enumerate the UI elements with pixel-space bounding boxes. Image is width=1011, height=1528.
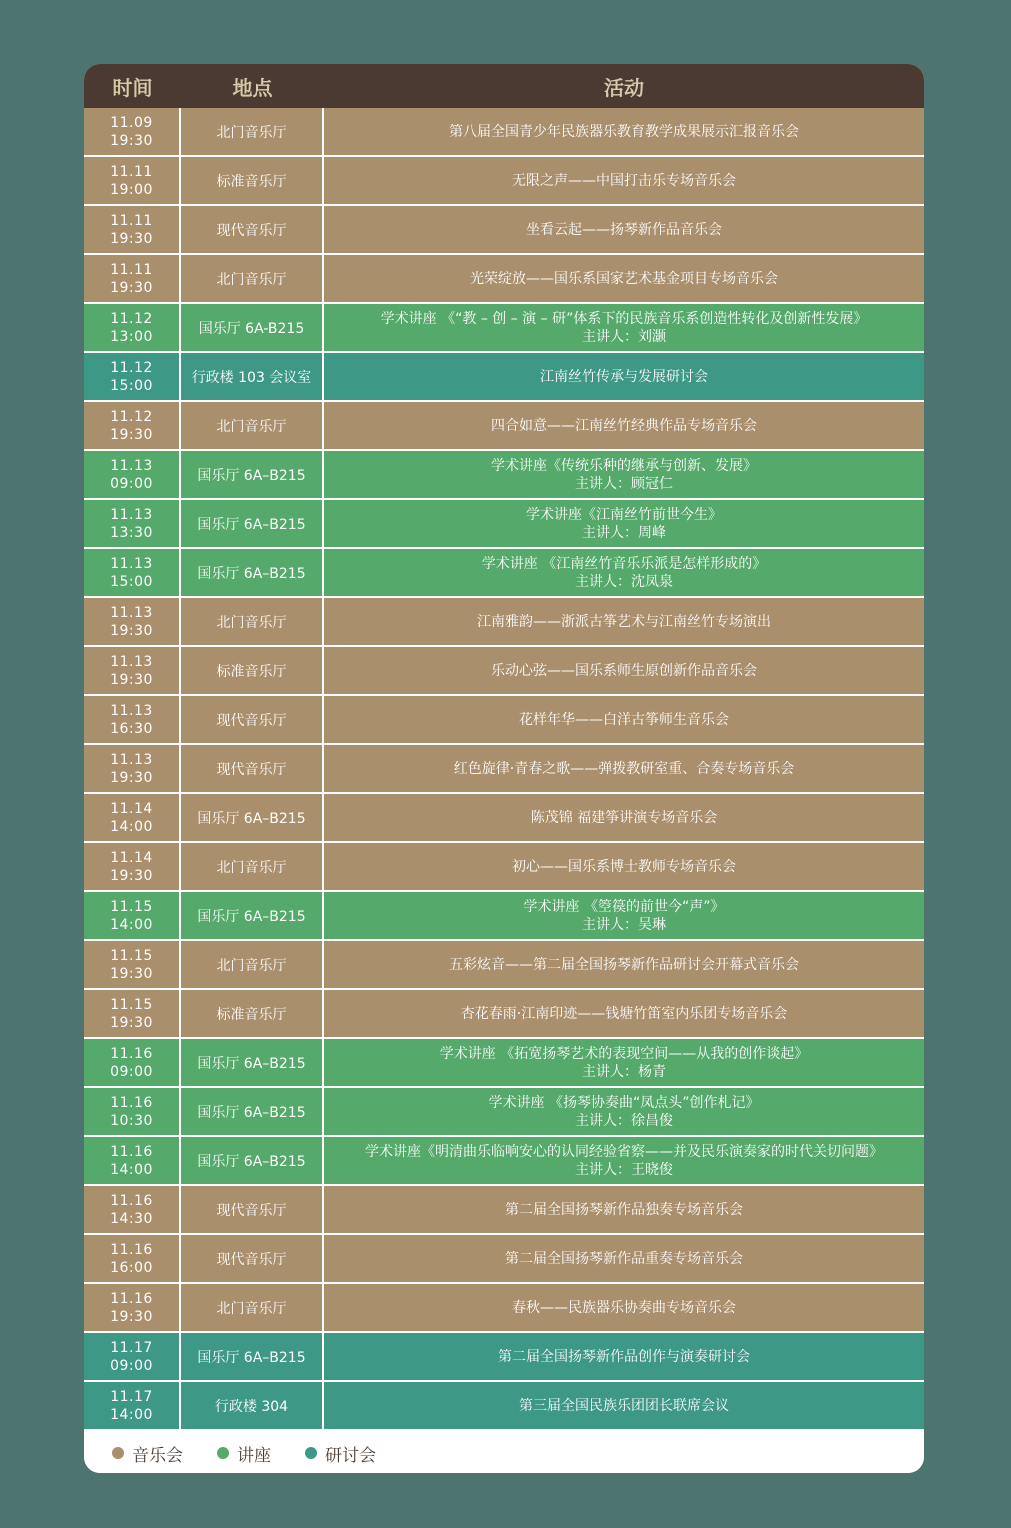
place-cell: 国乐厅 6A–B215 xyxy=(181,1137,324,1184)
time-cell xyxy=(84,941,181,988)
legend-dot-icon xyxy=(112,1447,124,1459)
time-cell xyxy=(84,451,181,498)
event-title: 第二届全国扬琴新作品创作与演奏研讨会 xyxy=(498,1348,750,1365)
event-cell xyxy=(324,402,924,449)
date-text: 11.16 xyxy=(110,1241,153,1258)
event-title: 学术讲座 《“教 – 创 – 演 – 研”体系下的民族音乐系创造性转化及创新性发展》 xyxy=(380,310,868,327)
event-speaker: 主讲人：顾冠仁 xyxy=(575,475,673,492)
event-title: 无限之声——中国打击乐专场音乐会 xyxy=(512,172,736,189)
place-cell: 现代音乐厅 xyxy=(181,1186,324,1233)
event-title: 学术讲座《江南丝竹前世今生》 xyxy=(526,506,722,523)
event-cell xyxy=(324,696,924,743)
event-title: 第二届全国扬琴新作品重奏专场音乐会 xyxy=(505,1250,743,1267)
time-text: 19:30 xyxy=(110,1014,153,1031)
time-text: 19:30 xyxy=(110,132,153,149)
time-cell xyxy=(84,353,181,400)
event-cell xyxy=(324,255,924,302)
date-text: 11.13 xyxy=(110,751,153,768)
event-cell xyxy=(324,598,924,645)
header-event: 活动 xyxy=(604,75,644,100)
time-cell xyxy=(84,1186,181,1233)
place-cell: 北门音乐厅 xyxy=(181,402,324,449)
header-time: 时间 xyxy=(112,75,153,100)
place-cell: 标准音乐厅 xyxy=(181,647,324,694)
table-row xyxy=(84,1088,924,1137)
place-cell: 现代音乐厅 xyxy=(181,1235,324,1282)
table-row xyxy=(84,941,924,990)
table-row xyxy=(84,745,924,794)
time-text: 13:30 xyxy=(110,524,153,541)
time-text: 19:00 xyxy=(110,181,153,198)
event-speaker: 主讲人：王晓俊 xyxy=(575,1161,673,1178)
event-cell xyxy=(324,1333,924,1380)
place-cell: 国乐厅 6A-B215 xyxy=(181,304,324,351)
event-title: 江南雅韵——浙派古筝艺术与江南丝竹专场演出 xyxy=(477,613,771,630)
table-row xyxy=(84,402,924,451)
date-text: 11.17 xyxy=(110,1339,153,1356)
event-title: 学术讲座《明清曲乐临响安心的认同经验省察——并及民乐演奏家的时代关切问题》 xyxy=(365,1143,883,1160)
time-cell xyxy=(84,745,181,792)
table-row xyxy=(84,1137,924,1186)
event-title: 四合如意——江南丝竹经典作品专场音乐会 xyxy=(491,417,757,434)
place-cell: 国乐厅 6A–B215 xyxy=(181,1088,324,1135)
event-title: 学术讲座 《扬琴协奏曲“凤点头”创作札记》 xyxy=(488,1094,760,1111)
event-title: 杏花春雨·江南印迹——钱塘竹笛室内乐团专场音乐会 xyxy=(460,1005,788,1022)
table-row xyxy=(84,1284,924,1333)
time-cell xyxy=(84,990,181,1037)
legend-label: 研讨会 xyxy=(325,1445,376,1466)
date-text: 11.12 xyxy=(110,408,153,425)
event-title: 乐动心弦——国乐系师生原创新作品音乐会 xyxy=(491,662,757,679)
event-cell xyxy=(324,206,924,253)
legend-dot-icon xyxy=(305,1447,317,1459)
event-title: 光荣绽放——国乐系国家艺术基金项目专场音乐会 xyxy=(470,270,778,287)
date-text: 11.16 xyxy=(110,1143,153,1160)
table-row xyxy=(84,990,924,1039)
table-row xyxy=(84,794,924,843)
time-text: 19:30 xyxy=(110,671,153,688)
table-row xyxy=(84,1235,924,1284)
date-text: 11.12 xyxy=(110,310,153,327)
time-cell xyxy=(84,1039,181,1086)
event-title: 坐看云起——扬琴新作品音乐会 xyxy=(526,221,722,238)
table-row xyxy=(84,598,924,647)
date-text: 11.12 xyxy=(110,359,153,376)
event-cell xyxy=(324,1039,924,1086)
table-row xyxy=(84,647,924,696)
time-text: 14:00 xyxy=(110,1406,153,1423)
event-cell xyxy=(324,304,924,351)
legend-item-lecture xyxy=(217,1441,271,1466)
date-text: 11.11 xyxy=(110,163,153,180)
legend-item-concert xyxy=(112,1441,183,1466)
place-cell: 北门音乐厅 xyxy=(181,941,324,988)
place-cell: 北门音乐厅 xyxy=(181,255,324,302)
time-cell xyxy=(84,843,181,890)
event-speaker: 主讲人：沈凤泉 xyxy=(575,573,673,590)
table-row xyxy=(84,255,924,304)
place-cell: 国乐厅 6A–B215 xyxy=(181,794,324,841)
event-title: 第八届全国青少年民族器乐教育教学成果展示汇报音乐会 xyxy=(449,123,799,140)
place-cell: 国乐厅 6A–B215 xyxy=(181,451,324,498)
time-text: 19:30 xyxy=(110,867,153,884)
event-title: 五彩炫音——第二届全国扬琴新作品研讨会开幕式音乐会 xyxy=(449,956,799,973)
place-cell: 标准音乐厅 xyxy=(181,990,324,1037)
schedule-card xyxy=(84,64,924,1473)
event-cell xyxy=(324,843,924,890)
event-cell xyxy=(324,1235,924,1282)
event-cell xyxy=(324,941,924,988)
table-row xyxy=(84,206,924,255)
time-cell xyxy=(84,647,181,694)
date-text: 11.13 xyxy=(110,653,153,670)
event-cell xyxy=(324,451,924,498)
time-cell xyxy=(84,1333,181,1380)
place-cell: 北门音乐厅 xyxy=(181,1284,324,1331)
date-text: 11.13 xyxy=(110,506,153,523)
place-cell: 国乐厅 6A–B215 xyxy=(181,1333,324,1380)
event-title: 初心——国乐系博士教师专场音乐会 xyxy=(512,858,736,875)
event-cell xyxy=(324,549,924,596)
time-cell xyxy=(84,892,181,939)
event-speaker: 主讲人：周峰 xyxy=(582,524,666,541)
time-text: 19:30 xyxy=(110,279,153,296)
time-text: 15:00 xyxy=(110,573,153,590)
event-cell xyxy=(324,794,924,841)
time-text: 09:00 xyxy=(110,475,153,492)
time-text: 19:30 xyxy=(110,769,153,786)
place-cell: 北门音乐厅 xyxy=(181,598,324,645)
legend-dot-icon xyxy=(217,1447,229,1459)
time-text: 14:00 xyxy=(110,1161,153,1178)
date-text: 11.15 xyxy=(110,898,153,915)
time-cell xyxy=(84,402,181,449)
event-cell xyxy=(324,1088,924,1135)
time-text: 19:30 xyxy=(110,1308,153,1325)
date-text: 11.13 xyxy=(110,604,153,621)
date-text: 11.16 xyxy=(110,1192,153,1209)
header-place: 地点 xyxy=(232,75,273,100)
time-text: 19:30 xyxy=(110,426,153,443)
date-text: 11.16 xyxy=(110,1290,153,1307)
time-text: 19:30 xyxy=(110,230,153,247)
time-text: 13:00 xyxy=(110,328,153,345)
time-text: 09:00 xyxy=(110,1357,153,1374)
event-cell xyxy=(324,647,924,694)
date-text: 11.16 xyxy=(110,1045,153,1062)
date-text: 11.15 xyxy=(110,996,153,1013)
time-cell xyxy=(84,108,181,155)
event-title: 江南丝竹传承与发展研讨会 xyxy=(540,368,708,385)
table-row xyxy=(84,892,924,941)
time-cell xyxy=(84,1137,181,1184)
time-text: 14:30 xyxy=(110,1210,153,1227)
place-cell: 国乐厅 6A–B215 xyxy=(181,500,324,547)
table-row xyxy=(84,843,924,892)
date-text: 11.13 xyxy=(110,457,153,474)
event-title: 花样年华——白洋古筝师生音乐会 xyxy=(519,711,729,728)
event-title: 学术讲座 《拓宽扬琴艺术的表现空间——从我的创作谈起》 xyxy=(439,1045,809,1062)
time-cell xyxy=(84,598,181,645)
table-row xyxy=(84,451,924,500)
event-title: 学术讲座 《箜篌的前世今“声”》 xyxy=(523,898,725,915)
date-text: 11.09 xyxy=(110,114,153,131)
event-cell xyxy=(324,1284,924,1331)
time-cell xyxy=(84,794,181,841)
table-row xyxy=(84,304,924,353)
event-cell xyxy=(324,745,924,792)
event-title: 红色旋律·青春之歌——弹拨教研室重、合奏专场音乐会 xyxy=(453,760,795,777)
table-row xyxy=(84,1333,924,1382)
place-cell: 现代音乐厅 xyxy=(181,696,324,743)
time-cell xyxy=(84,1088,181,1135)
time-text: 10:30 xyxy=(110,1112,153,1129)
table-row xyxy=(84,1382,924,1431)
place-cell: 现代音乐厅 xyxy=(181,745,324,792)
table-row xyxy=(84,157,924,206)
place-cell: 国乐厅 6A–B215 xyxy=(181,1039,324,1086)
table-row xyxy=(84,696,924,745)
place-cell: 行政楼 103 会议室 xyxy=(181,353,324,400)
event-title: 学术讲座《传统乐种的继承与创新、发展》 xyxy=(491,457,757,474)
schedule-rows xyxy=(84,108,924,1431)
event-cell xyxy=(324,990,924,1037)
time-text: 14:00 xyxy=(110,916,153,933)
legend-label: 讲座 xyxy=(237,1445,271,1466)
event-cell xyxy=(324,1382,924,1429)
place-cell: 北门音乐厅 xyxy=(181,843,324,890)
date-text: 11.11 xyxy=(110,261,153,278)
time-text: 19:30 xyxy=(110,965,153,982)
event-cell xyxy=(324,108,924,155)
table-row xyxy=(84,353,924,402)
event-title: 春秋——民族器乐协奏曲专场音乐会 xyxy=(512,1299,736,1316)
time-cell xyxy=(84,696,181,743)
legend xyxy=(84,1431,924,1473)
date-text: 11.17 xyxy=(110,1388,153,1405)
time-cell xyxy=(84,157,181,204)
event-cell xyxy=(324,353,924,400)
place-cell: 行政楼 304 xyxy=(181,1382,324,1429)
time-text: 15:00 xyxy=(110,377,153,394)
date-text: 11.14 xyxy=(110,800,153,817)
event-title: 学术讲座 《江南丝竹音乐乐派是怎样形成的》 xyxy=(481,555,767,572)
time-cell xyxy=(84,1235,181,1282)
time-cell xyxy=(84,1284,181,1331)
time-text: 16:30 xyxy=(110,720,153,737)
time-text: 16:00 xyxy=(110,1259,153,1276)
place-cell: 国乐厅 6A–B215 xyxy=(181,549,324,596)
time-cell xyxy=(84,500,181,547)
legend-label: 音乐会 xyxy=(132,1445,183,1466)
event-title: 陈茂锦 福建筝讲演专场音乐会 xyxy=(530,809,718,826)
event-cell xyxy=(324,1186,924,1233)
place-cell: 标准音乐厅 xyxy=(181,157,324,204)
event-title: 第三届全国民族乐团团长联席会议 xyxy=(519,1397,729,1414)
date-text: 11.11 xyxy=(110,212,153,229)
date-text: 11.14 xyxy=(110,849,153,866)
event-speaker: 主讲人：徐昌俊 xyxy=(575,1112,673,1129)
table-row xyxy=(84,549,924,598)
date-text: 11.13 xyxy=(110,555,153,572)
event-title: 第二届全国扬琴新作品独奏专场音乐会 xyxy=(505,1201,743,1218)
event-cell xyxy=(324,157,924,204)
table-row xyxy=(84,1186,924,1235)
table-row xyxy=(84,108,924,157)
time-cell xyxy=(84,1382,181,1429)
event-speaker: 主讲人：刘灏 xyxy=(582,328,666,345)
date-text: 11.15 xyxy=(110,947,153,964)
legend-item-seminar xyxy=(305,1441,376,1466)
place-cell: 北门音乐厅 xyxy=(181,108,324,155)
time-cell xyxy=(84,549,181,596)
time-cell xyxy=(84,206,181,253)
event-cell xyxy=(324,892,924,939)
date-text: 11.16 xyxy=(110,1094,153,1111)
event-cell xyxy=(324,500,924,547)
event-cell xyxy=(324,1137,924,1184)
time-text: 09:00 xyxy=(110,1063,153,1080)
time-text: 14:00 xyxy=(110,818,153,835)
date-text: 11.13 xyxy=(110,702,153,719)
time-text: 19:30 xyxy=(110,622,153,639)
place-cell: 现代音乐厅 xyxy=(181,206,324,253)
table-row xyxy=(84,1039,924,1088)
place-cell: 国乐厅 6A–B215 xyxy=(181,892,324,939)
time-cell xyxy=(84,255,181,302)
event-speaker: 主讲人：吴琳 xyxy=(582,916,666,933)
table-row xyxy=(84,500,924,549)
table-header xyxy=(84,64,924,108)
time-cell xyxy=(84,304,181,351)
event-speaker: 主讲人：杨青 xyxy=(582,1063,666,1080)
